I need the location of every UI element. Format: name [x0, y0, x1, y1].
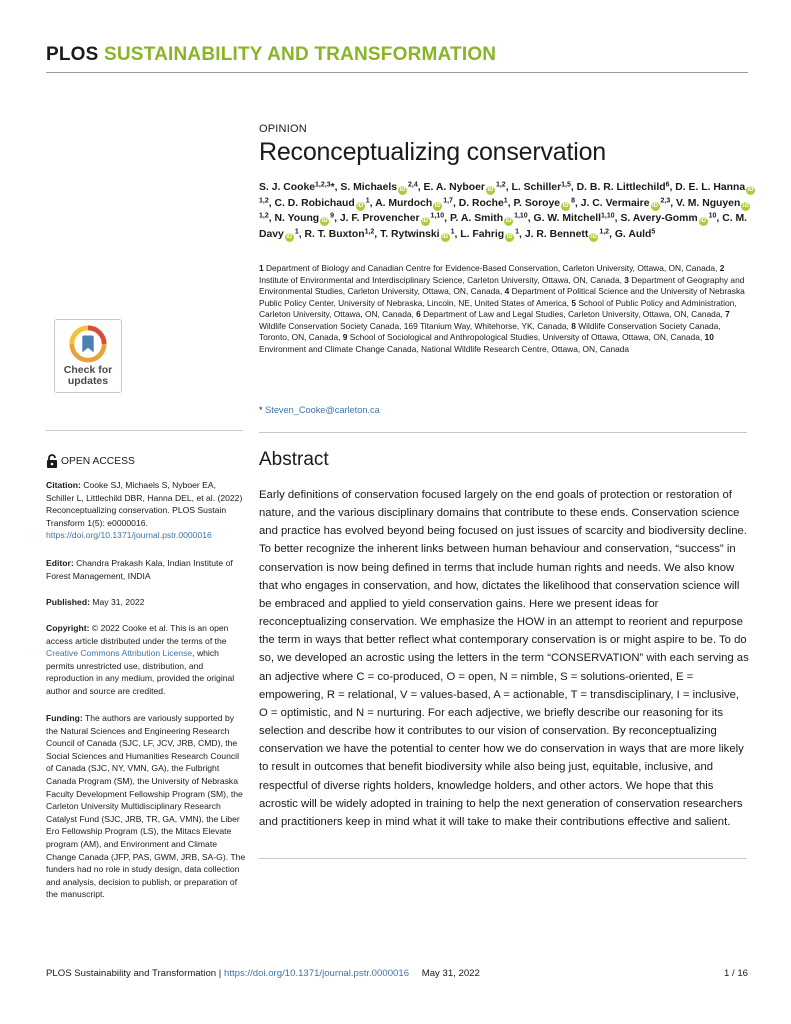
published-date: May 31, 2022 [92, 597, 145, 607]
check-updates-line1: Check for [63, 364, 113, 376]
affiliation-text: Department of Political Science and the University of Nebraska Public Policy Center, University of Nebraska, Lincoln, NE, United States of America, [259, 286, 745, 308]
author-affiliation-marker: 1 [450, 228, 455, 236]
author-name: S. Avery-Gomm [620, 213, 698, 225]
affiliation-number: 8 [571, 320, 576, 331]
orcid-icon[interactable]: iD [487, 187, 494, 193]
author [513, 198, 575, 209]
email-link[interactable]: Steven_Cooke@carleton.ca [265, 405, 380, 415]
journal-name: SUSTAINABILITY AND TRANSFORMATION [104, 44, 497, 65]
author-affiliation-marker: 1,2,3 [315, 181, 331, 189]
affiliation-number: 1 [259, 263, 264, 273]
orcid-icon[interactable]: iD [442, 233, 449, 240]
article-title: Reconceptualizing conservation [259, 138, 606, 166]
author-name: J. R. Bennett [524, 228, 589, 240]
abstract-top-divider [259, 432, 747, 433]
orcid-icon[interactable]: iD [562, 202, 569, 209]
affiliation-text: Wildlife Conservation Society Canada, Toronto, ON, Canada, [259, 320, 721, 342]
author-affiliation-marker: 9 [330, 212, 335, 220]
footer-date: May 31, 2022 [421, 968, 480, 979]
author [615, 229, 655, 240]
check-for-updates-badge[interactable] [54, 319, 122, 393]
author-affiliation-marker: 1 [294, 228, 299, 236]
abstract-body: Early definitions of conservation focused largely on the end goals of protection or restoration of nature, and the various disciplinary domains that contribute to these ends. Conservation science and practice has evolved beyond being focused on just issues of scarcity and biodiversity decline. To better recognize the inherent links between human behaviour and conservation, “success” in conservation is now being defined in terms that include human rights and needs. We also know that who engages in conservation, and how, dictates the likelihood that conservation science will be embraced and applied to yield conservation gains. Here we present ideas for reconceptualizing conservation. We emphasize the HOW in an attempt to reorient and repurpose the term in ways that better reflect what contemporary conservation is or might aspire to be. To do so, we developed an acrostic using the letters in the term “CONSERVATION” with each serving as an adjective where C = co-produced, O = open, N = nimble, S = solutions-oriented, E = empowering, R = relational, V = values-based, A = actionable, T = transdisciplinary, I = inclusive, O = optimistic, and N = nurturing. For each adjective, we briefly describe our reasoning for its selection and describe how it contributes to our vision of conservation. By reconceptualizing conservation we have the potential to center how we do conservation in ways that are more likely to result in outcomes that benefit biodiversity while also being just, equitable, inclusive, and respectful of diverse rights holders, knowledge holders, and other actors. We hope that this acrostic will be widely adopted in training to help the next generation of conservation researchers and practitioners keep in mind what it will take to make their contributions effective and salient. [259, 489, 749, 828]
editor-text: Chandra Prakash Kala, Indian Institute of Forest Management, INDIA [46, 558, 233, 581]
author [511, 182, 570, 193]
corresponding-email [259, 405, 380, 415]
author-affiliation-marker: 1 [503, 197, 508, 205]
author [581, 198, 670, 209]
article-type: OPINION [259, 123, 307, 135]
author [275, 213, 335, 224]
citation-doi-link[interactable]: https://doi.org/10.1371/journal.pstr.0000016 [46, 530, 212, 541]
affiliation-text: Wildlife Conservation Society Canada, 169 Titanium Way, Whitehorse, YK, Canada, [259, 320, 572, 331]
author-affiliation-marker: 6 [665, 181, 670, 189]
affiliation-text: Department of Law and Legal Studies, Carleton University, Ottawa, ON, Canada, [420, 309, 726, 319]
author-name: T. Rytwinski [380, 228, 440, 240]
author-name: P. A. Smith [449, 213, 504, 225]
author [620, 213, 716, 224]
open-access-text: OPEN ACCESS [61, 455, 135, 467]
funding-label: Funding: [46, 713, 83, 723]
author-affiliation-marker: 1,10 [601, 212, 615, 220]
author [424, 182, 506, 193]
author-affiliation-marker: 1,7 [443, 197, 453, 205]
affiliation-number: 9 [342, 332, 348, 342]
affiliation-number: 6 [416, 309, 421, 319]
orcid-icon[interactable]: iD [321, 218, 328, 225]
author-affiliation-marker: 5 [651, 228, 656, 236]
affiliation-text: Department of Biology and Canadian Centre for Evidence-Based Conservation, Carleton University, Ottawa, ON, Canada, [263, 263, 720, 273]
footer-citation [46, 968, 480, 979]
author-list: S. J. Cooke$^{1,2,3}$*, S. Michaels iD$^{2,4}$, E. A. Nyboer iD$^{1,2}$, L. Schiller$^{1,5}$, D. B. R. Littlechild$^6$, D. E. L. Hanna iD$^{1,2}$, C. D. Robichaud $iD^1$, A. Murdoch iD$^{1,7}$, D. Roche$^1$, P. Soroye $iD^8$, J. C. Vermaire iD$^{2,3}$, V. M. Nguyen iD$^{1,2}$, N. Young $iD^9$, J. F. Provencher iD$^{1,10}$, P. A. Smith iD$^{1,10}$, G. W. Mitchell$^{1,10}$, S. Avery-Gomm $iD^{10}$, C. M. Davy $iD^1$, R. T. Buxton$^{1,2}$, T. Rytwinski $iD^1$, L. Fahrig $iD^1$, J. R. Bennett iD$^{1,2}$, G. Auld$^5$ [259, 180, 759, 242]
abstract-heading: Abstract [259, 449, 329, 470]
author [380, 229, 454, 240]
author-affiliation-marker: 1,2 [259, 197, 269, 205]
corresponding-marker: * [259, 405, 263, 415]
author-name: C. D. Robichaud [274, 197, 355, 209]
author-name: C. M. Davy [259, 213, 748, 240]
copyright-text: © 2022 Cooke et al. This is an open access article distributed under the terms of the [46, 623, 229, 646]
orcid-icon[interactable]: iD [747, 187, 754, 193]
author [259, 182, 335, 193]
author-affiliation-marker: 1,2 [495, 181, 506, 189]
author-affiliation-marker: 2,4 [408, 181, 418, 189]
orcid-icon[interactable]: iD [422, 218, 429, 225]
check-updates-icon [69, 325, 107, 363]
author [340, 213, 444, 224]
author-affiliation-marker: 8 [571, 197, 575, 205]
open-lock-icon [46, 454, 58, 468]
author-name: G. Auld [614, 228, 652, 240]
author-name: V. M. Nguyen [676, 197, 741, 209]
orcid-icon[interactable]: iD [399, 187, 406, 193]
author-name: D. Roche [458, 197, 504, 209]
orcid-icon[interactable]: iD [506, 233, 513, 240]
corresponding-author-marker: * [330, 182, 335, 193]
affiliation-number: 3 [624, 274, 629, 285]
author-affiliation-marker: 1,10 [430, 212, 445, 220]
affiliation-number: 4 [504, 286, 510, 296]
author-affiliation-marker: 1,5 [561, 181, 571, 189]
funding-block [46, 712, 246, 901]
orcid-icon[interactable]: iD [700, 218, 707, 225]
journal-plos-wordmark: PLOS [46, 44, 99, 65]
author [533, 213, 614, 224]
author-name: L. Schiller [511, 182, 562, 193]
author [459, 198, 508, 209]
affiliation-text: School of Sociological and Anthropological Studies, University of Ottawa, Ottawa, ON, Canada, [347, 332, 705, 342]
author-name: L. Fahrig [460, 228, 505, 240]
header-divider [46, 72, 748, 73]
orcid-icon[interactable]: iD [742, 202, 749, 209]
footer-journal: PLOS Sustainability and Transformation | [46, 968, 222, 979]
author-name: N. Young [274, 213, 320, 225]
orcid-icon[interactable]: iD [286, 233, 293, 240]
author-name: S. Michaels [340, 182, 398, 193]
author-affiliation-marker: 2,3 [660, 197, 671, 205]
author-name: J. F. Provencher [339, 213, 420, 225]
affiliation-text: Environment and Climate Change Canada, National Wildlife Research Centre, Ottawa, ON, Canada [259, 343, 630, 354]
check-updates-label [55, 365, 121, 387]
citation-text: Cooke SJ, Michaels S, Nyboer EA, Schiller L, Littlechild DBR, Hanna DEL, et al. (2022) Reconceptualizing conservation. PLOS Sustain Transform 1(5): e0000016. [46, 480, 243, 528]
funding-text: The authors are variously supported by the Natural Sciences and Engineering Research Council of Canada (SJC, LF, JCV, JRB, CMD), the Social Sciences and Humanities Research Council of Canada (SJC, NY, VMN, GA), the Fulbright Canada Program (SM), the University of Nebraska Faculty Development Fellowship Program (SM), the Carleton University Multidisciplinary Research Catalyst Fund (SJC, JRB, TR, GA, VMN), the Liber Ero Fellowship Program (LS), the Mitacs Elevate program (AM), and Environment and Climate Change Canada (JFP, PAS, GWM, JRB, SA-G). The funders had no role in study design, data collection and analysis, decision to publish, or preparation of the manuscript. [46, 713, 246, 900]
author-name: D. B. R. Littlechild [576, 182, 666, 193]
affiliation-number: 2 [719, 263, 725, 273]
author-affiliation-marker: 1,2 [364, 228, 375, 236]
published-block [46, 596, 246, 609]
footer-doi-link[interactable]: https://doi.org/10.1371/journal.pstr.0000016 [223, 968, 410, 979]
open-access-label [46, 454, 135, 468]
page-number: 1 / 16 [723, 968, 748, 979]
author [525, 229, 609, 240]
affiliation-text: Institute of Environmental and Interdisciplinary Science, Carleton University, Ottawa, ON, Canada, [259, 274, 625, 285]
orcid-icon[interactable]: iD [590, 233, 597, 240]
author-affiliation-marker: 1,2 [259, 212, 269, 220]
author-name: R. T. Buxton [304, 228, 365, 240]
check-updates-line2: updates [67, 375, 109, 387]
license-link[interactable]: Creative Commons Attribution License [46, 648, 193, 659]
abstract-bottom-divider [259, 858, 747, 859]
affiliation-list [259, 263, 751, 355]
editor-label: Editor: [46, 558, 74, 568]
orcid-icon[interactable]: iD [505, 218, 512, 225]
author-name: S. J. Cooke [259, 182, 316, 193]
author-name: D. E. L. Hanna [675, 182, 746, 193]
author-name: P. Soroye [513, 197, 561, 209]
author-affiliation-marker: 1 [515, 228, 520, 236]
affiliation-text: School of Public Policy and Administration, Carleton University, Ottawa, ON, Canada, [259, 297, 737, 319]
author-name: A. Murdoch [375, 197, 433, 209]
author-name: J. C. Vermaire [580, 197, 650, 209]
affiliation-number: 7 [725, 309, 730, 319]
orcid-icon[interactable]: iD [357, 202, 364, 209]
editor-block [46, 557, 246, 582]
sidebar-divider [46, 430, 243, 431]
author-affiliation-marker: 10 [708, 212, 717, 220]
affiliation-number: 5 [571, 297, 577, 308]
author [340, 182, 417, 193]
author [450, 213, 528, 224]
author [275, 198, 370, 209]
orcid-icon[interactable]: iD [652, 202, 658, 209]
author [375, 198, 453, 209]
citation-label: Citation: [46, 480, 81, 490]
author-affiliation-marker: 1 [365, 197, 370, 205]
author [577, 182, 670, 193]
journal-header [46, 44, 496, 66]
author [460, 229, 519, 240]
author [305, 229, 375, 240]
author-name: G. W. Mitchell [533, 213, 602, 225]
copyright-block [46, 622, 246, 698]
copyright-text-rest: , which permits unrestricted use, distribution, and reproduction in any medium, provided the original author and source are credited. [46, 648, 235, 696]
copyright-label: Copyright: [46, 623, 90, 633]
published-label: Published: [46, 597, 90, 607]
author-affiliation-marker: 1,2 [599, 228, 610, 236]
author-affiliation-marker: 1,10 [514, 212, 528, 220]
affiliation-text: Department of Geography and Environmental Studies, Carleton University, Ottawa, ON, Canada, [259, 274, 745, 296]
citation-block [46, 479, 246, 542]
affiliation-number: 10 [704, 332, 714, 342]
orcid-icon[interactable]: iD [434, 202, 441, 209]
author-name: E. A. Nyboer [423, 182, 485, 193]
